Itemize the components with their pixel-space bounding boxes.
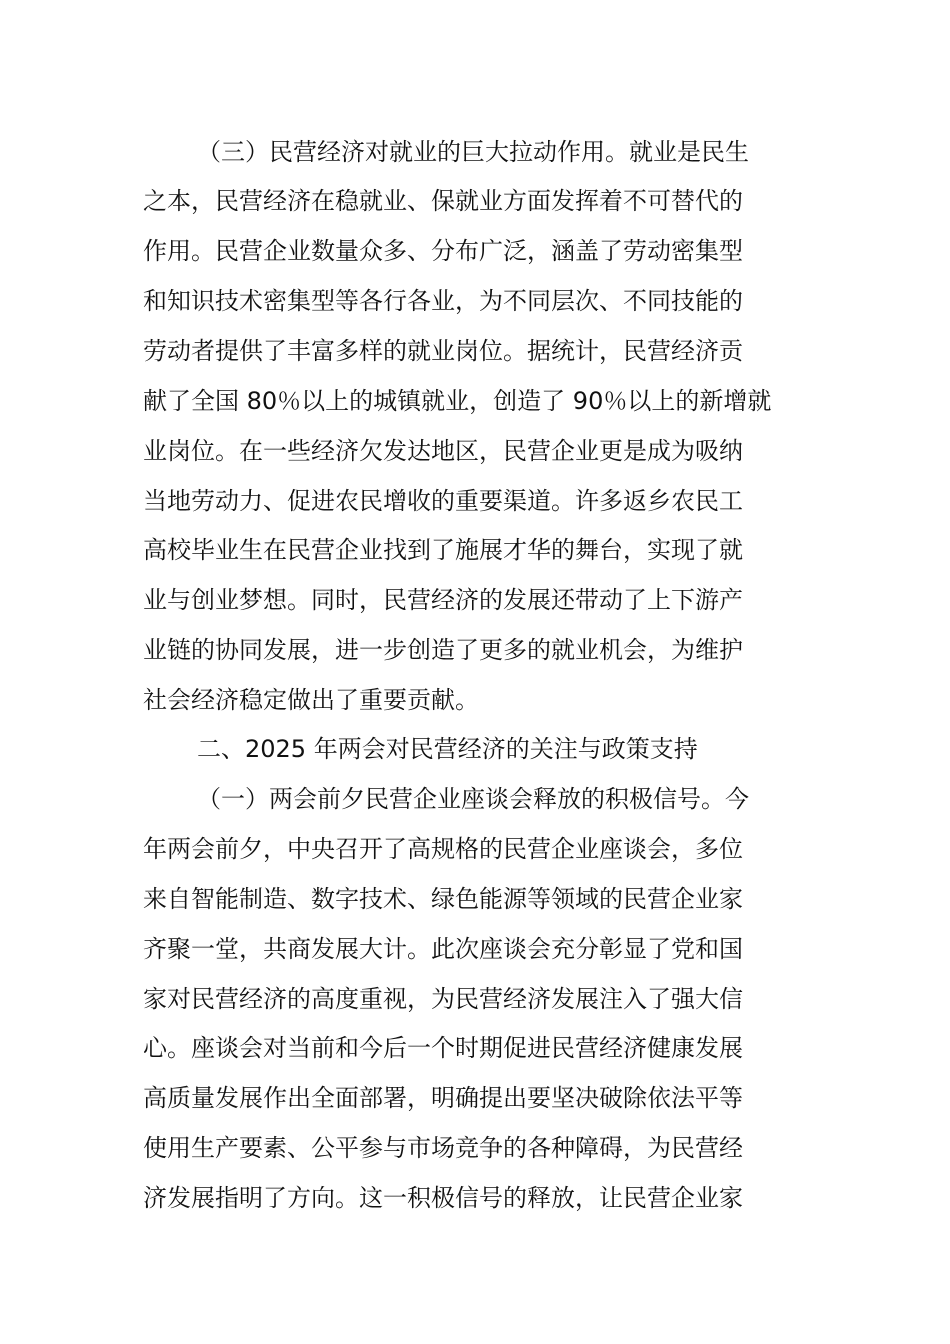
- paragraph-1-line-9: 高校毕业生在民营企业找到了施展才华的舞台，实现了就: [143, 536, 743, 564]
- paragraph-1-line-5: 劳动者提供了丰富多样的就业岗位。据统计，民营经济贡: [143, 337, 743, 365]
- paragraph-1-line-10: 业与创业梦想。同时，民营经济的发展还带动了上下游产: [143, 586, 743, 614]
- paragraph-3-line-7: 高质量发展作出全面部署，明确提出要坚决破除依法平等: [143, 1084, 743, 1112]
- paragraph-1-line-8: 当地劳动力、促进农民增收的重要渠道。许多返乡农民工: [143, 487, 743, 515]
- paragraph-1-line-6: 献了全国 80％以上的城镇就业，创造了 90％以上的新增就: [143, 387, 772, 415]
- paragraph-1-line-12: 社会经济稳定做出了重要贡献。: [143, 686, 479, 714]
- paragraph-1-line-4: 和知识技术密集型等各行各业，为不同层次、不同技能的: [143, 287, 743, 315]
- paragraph-1-line-2: 之本，民营经济在稳就业、保就业方面发挥着不可替代的: [143, 187, 743, 215]
- paragraph-3-line-3: 来自智能制造、数字技术、绿色能源等领域的民营企业家: [143, 885, 743, 913]
- paragraph-3-line-1: （一）两会前夕民营企业座谈会释放的积极信号。今: [197, 785, 749, 813]
- paragraph-3-line-8: 使用生产要素、公平参与市场竞争的各种障碍，为民营经: [143, 1134, 743, 1162]
- paragraph-3-line-6: 心。座谈会对当前和今后一个时期促进民营经济健康发展: [143, 1034, 743, 1062]
- paragraph-3-line-5: 家对民营经济的高度重视，为民营经济发展注入了强大信: [143, 985, 743, 1013]
- paragraph-3-line-9: 济发展指明了方向。这一积极信号的释放，让民营企业家: [143, 1184, 743, 1212]
- paragraph-1-line-3: 作用。民营企业数量众多、分布广泛，涵盖了劳动密集型: [143, 237, 743, 265]
- section-heading: 二、2025 年两会对民营经济的关注与政策支持: [197, 735, 698, 763]
- paragraph-1-line-11: 业链的协同发展，进一步创造了更多的就业机会，为维护: [143, 636, 743, 664]
- paragraph-3-line-4: 齐聚一堂，共商发展大计。此次座谈会充分彰显了党和国: [143, 935, 743, 963]
- paragraph-3-line-2: 年两会前夕，中央召开了高规格的民营企业座谈会，多位: [143, 835, 743, 863]
- paragraph-1-line-7: 业岗位。在一些经济欠发达地区，民营企业更是成为吸纳: [143, 437, 743, 465]
- paragraph-1-line-1: （三）民营经济对就业的巨大拉动作用。就业是民生: [197, 138, 749, 166]
